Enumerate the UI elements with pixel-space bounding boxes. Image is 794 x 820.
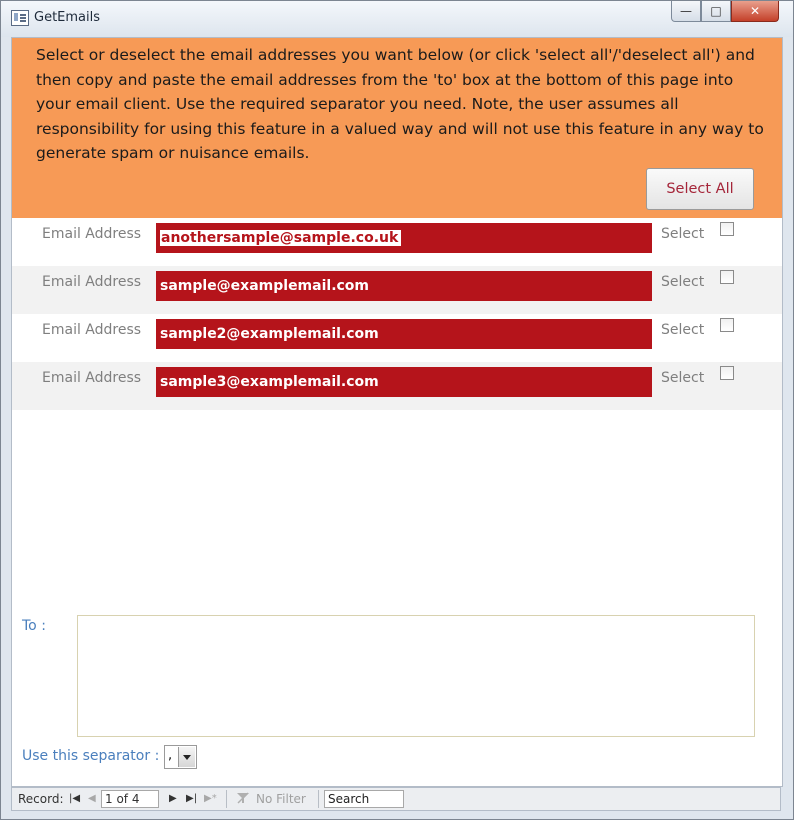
email-row [12,218,782,266]
first-record-icon[interactable]: |◀ [69,793,81,804]
email-address-label: Email Address [42,322,142,338]
email-row [12,266,782,314]
maximize-icon: □ [710,4,722,18]
email-address-field[interactable]: sample2@examplemail.com [156,319,652,349]
select-label: Select [661,370,705,386]
window-controls [671,1,779,23]
separator-label: Use this separator : [22,748,160,764]
maximize-button[interactable] [701,1,731,22]
instructions-text: Select or deselect the email addresses you want below (or click 'select all'/'deselect all') and then copy and paste the email addresses from the 'to' box at the bottom of this page into your email client. Use the required separator you need. Note, the user assumes all responsibility for using this feature in a valued way and will not use this feature in any way to generate spam or nuisance emails. [36,46,764,162]
select-checkbox[interactable] [720,366,734,380]
email-address-field[interactable] [156,223,652,253]
new-record-icon[interactable]: ▶* [204,793,217,804]
chevron-down-icon[interactable] [178,747,195,767]
title-bar[interactable] [1,1,793,37]
next-record-icon[interactable]: ▶ [169,793,177,804]
email-address-label: Email Address [42,226,142,242]
select-checkbox[interactable] [720,270,734,284]
close-button[interactable] [731,1,779,22]
filter-icon [236,791,250,805]
record-navigation-bar [11,787,781,811]
email-row [12,314,782,362]
minimize-icon: — [680,4,692,18]
window-title: GetEmails [34,10,101,25]
separator-dropdown[interactable] [164,745,197,769]
separator-value: , [168,748,173,763]
to-label: To : [22,618,46,634]
form-body [11,37,783,787]
minimize-button[interactable] [671,1,701,22]
search-input[interactable]: Search [324,790,404,808]
email-address-label: Email Address [42,274,142,290]
form-icon [11,10,29,26]
previous-record-icon[interactable]: ◀ [88,793,96,804]
to-textbox[interactable] [77,615,755,737]
email-address-field[interactable]: sample3@examplemail.com [156,367,652,397]
email-row [12,362,782,410]
select-label: Select [661,274,705,290]
form-header [12,38,782,218]
divider [226,790,227,808]
current-record-field[interactable]: 1 of 4 [101,790,159,808]
no-filter-button[interactable]: No Filter [256,792,306,806]
email-address-field[interactable]: sample@examplemail.com [156,271,652,301]
email-address-label: Email Address [42,370,142,386]
select-checkbox[interactable] [720,222,734,236]
close-icon: ✕ [749,4,761,18]
email-value: anothersample@sample.co.uk [160,230,401,246]
select-label: Select [661,322,705,338]
select-label: Select [661,226,705,242]
record-label: Record: [18,792,64,806]
last-record-icon[interactable]: ▶| [186,793,198,804]
select-checkbox[interactable] [720,318,734,332]
select-all-button[interactable]: Select All [646,168,754,210]
divider [318,790,319,808]
